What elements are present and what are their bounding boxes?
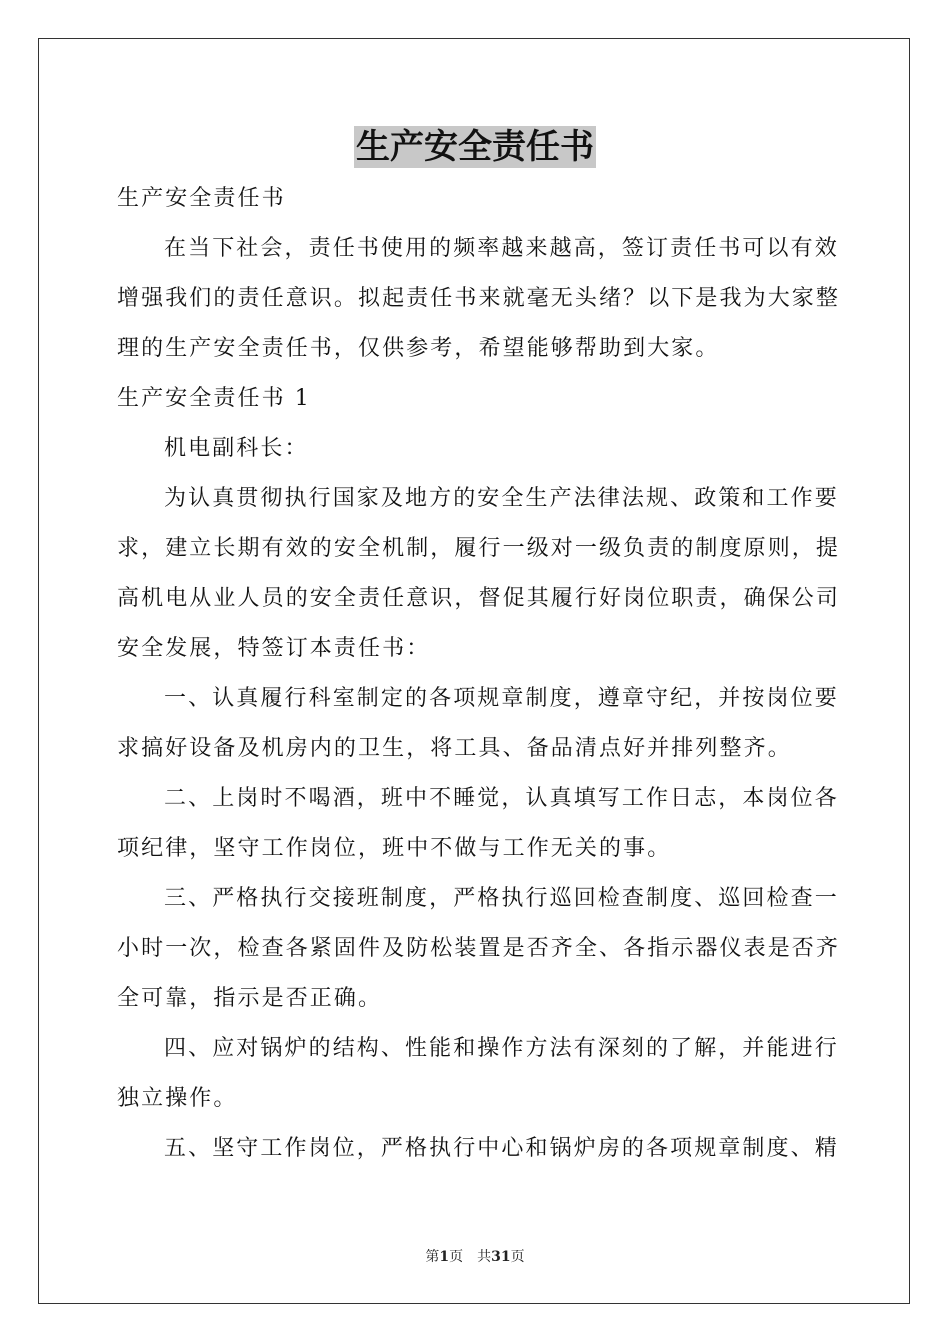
text-line: 理的生产安全责任书，仅供参考，希望能够帮助到大家。 — [117, 336, 720, 361]
footer-mid: 页 共 — [449, 1249, 492, 1265]
text-line: 求，建立长期有效的安全机制，履行一级对一级负责的制度原则，提 — [117, 536, 841, 561]
text-line: 二、上岗时不喝酒，班中不睡觉，认真填写工作日志，本岗位各 — [164, 786, 839, 811]
text-line: 独立操作。 — [117, 1086, 238, 1111]
text-line: 项纪律，坚守工作岗位，班中不做与工作无关的事。 — [117, 836, 672, 861]
text-line: 为认真贯彻执行国家及地方的安全生产法律法规、政策和工作要 — [164, 486, 839, 511]
footer-page-number: 1 — [439, 1249, 450, 1265]
footer-prefix: 第 — [425, 1249, 440, 1265]
text-line: 安全发展，特签订本责任书： — [117, 636, 431, 661]
text-line: 五、坚守工作岗位，严格执行中心和锅炉房的各项规章制度、精 — [164, 1136, 839, 1161]
text-line: 三、严格执行交接班制度，严格执行巡回检查制度、巡回检查一 — [164, 886, 839, 911]
footer-total-pages: 31 — [491, 1249, 511, 1265]
text-line: 机电副科长： — [164, 436, 309, 461]
title-container — [0, 126, 950, 168]
text-line: 全可靠，指示是否正确。 — [117, 986, 383, 1011]
text-line: 四、应对锅炉的结构、性能和操作方法有深刻的了解，并能进行 — [164, 1036, 839, 1061]
text-line: 增强我们的责任意识。拟起责任书来就毫无头绪？以下是我为大家整 — [117, 286, 841, 311]
text-line: 一、认真履行科室制定的各项规章制度，遵章守纪，并按岗位要 — [164, 686, 839, 711]
text-line: 在当下社会，责任书使用的频率越来越高，签订责任书可以有效 — [164, 236, 839, 261]
page-footer — [0, 1246, 950, 1266]
footer-suffix: 页 — [510, 1249, 525, 1265]
text-line: 求搞好设备及机房内的卫生，将工具、备品清点好并排列整齐。 — [117, 736, 792, 761]
text-line: 高机电从业人员的安全责任意识，督促其履行好岗位职责，确保公司 — [117, 586, 841, 611]
document-title: 生产安全责任书 — [356, 127, 594, 167]
document-body — [117, 174, 841, 1174]
text-line: 小时一次，检查各紧固件及防松装置是否齐全、各指示器仪表是否齐 — [117, 936, 841, 961]
text-line: 生产安全责任书 — [117, 186, 286, 211]
text-line: 生产安全责任书 1 — [117, 386, 311, 411]
